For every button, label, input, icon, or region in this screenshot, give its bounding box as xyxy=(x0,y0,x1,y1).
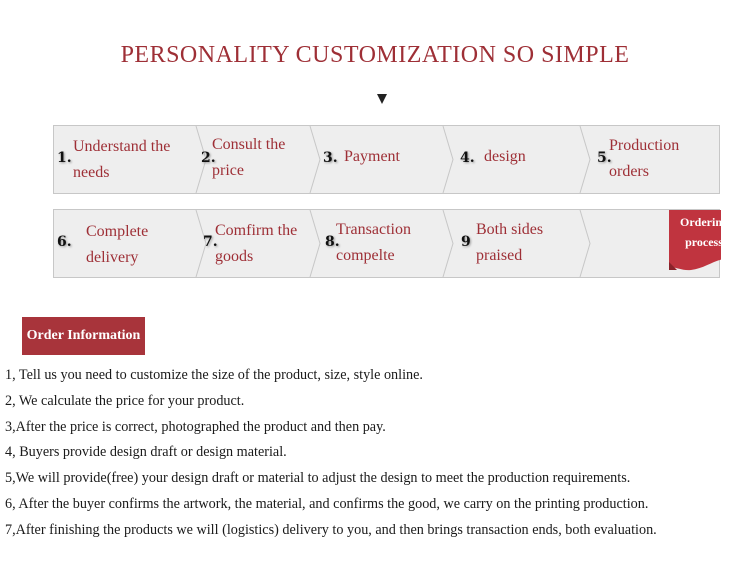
step-label: compelte xyxy=(336,247,395,264)
info-line: 7,After finishing the products we will (logistics) delivery to you, and then brings transaction ends, both evaluation. xyxy=(5,521,657,538)
step-label: praised xyxy=(476,247,523,264)
step-1 xyxy=(54,126,196,193)
step-label: design xyxy=(484,148,526,165)
step-label: goods xyxy=(215,248,254,265)
chevron-right-icon xyxy=(578,126,592,193)
step-label: Transaction xyxy=(336,221,411,238)
process-row-2 xyxy=(53,209,728,278)
step-6 xyxy=(54,210,196,277)
step-label: Comfirm the xyxy=(215,222,298,239)
chevron-right-icon xyxy=(441,126,455,193)
ribbon-line-2: process xyxy=(685,235,723,249)
step-9 xyxy=(458,210,578,277)
step-number: 6. xyxy=(57,234,72,250)
step-label: price xyxy=(212,162,244,179)
chevron-right-icon xyxy=(441,210,455,277)
step-number: 4. xyxy=(460,150,475,166)
down-arrow-icon xyxy=(377,94,387,104)
info-line: 6, After the buyer confirms the artwork, the material, and confirms the good, we carry on the printing production. xyxy=(5,495,649,512)
step-number: 7. xyxy=(203,234,218,250)
step-number: 1. xyxy=(57,150,72,166)
step-label: delivery xyxy=(86,249,139,266)
step-4 xyxy=(458,126,578,193)
step-8 xyxy=(322,210,442,277)
step-label: orders xyxy=(609,163,649,180)
step-number: 3. xyxy=(323,150,338,166)
step-label: Complete xyxy=(86,223,149,240)
step-number: 9 xyxy=(461,234,471,250)
info-line: 1, Tell us you need to customize the size of the product, size, style online. xyxy=(5,367,423,383)
step-7 xyxy=(199,210,311,277)
step-label: Both sides xyxy=(476,221,544,238)
ordering-process-ribbon xyxy=(619,210,728,277)
order-information-list xyxy=(5,363,750,544)
page-title: PERSONALITY CUSTOMIZATION SO SIMPLE xyxy=(120,42,630,68)
info-line: 3,After the price is correct, photographed the product and then pay. xyxy=(5,418,386,435)
step-number: 5. xyxy=(597,150,612,166)
step-label: Payment xyxy=(344,148,400,165)
step-label: needs xyxy=(73,164,110,181)
step-label: Production xyxy=(609,137,680,154)
info-line: 4, Buyers provide design draft or design material. xyxy=(5,444,287,461)
info-line: 5,We will provide(free) your design draft or material to adjust the design to meet the production requirements. xyxy=(5,470,631,487)
chevron-right-icon xyxy=(578,210,592,277)
order-information-badge: Order Information xyxy=(22,317,145,355)
step-number: 2. xyxy=(201,150,216,166)
step-number: 8. xyxy=(325,234,340,250)
step-3 xyxy=(322,126,442,193)
step-2 xyxy=(199,126,311,193)
step-label: Consult the xyxy=(212,136,286,153)
step-5 xyxy=(595,126,721,193)
step-label: Understand the xyxy=(73,138,171,155)
ribbon-line-1: Ordering xyxy=(680,215,728,229)
info-line: 2, We calculate the price for your product. xyxy=(5,392,245,409)
process-row-1 xyxy=(53,125,720,194)
